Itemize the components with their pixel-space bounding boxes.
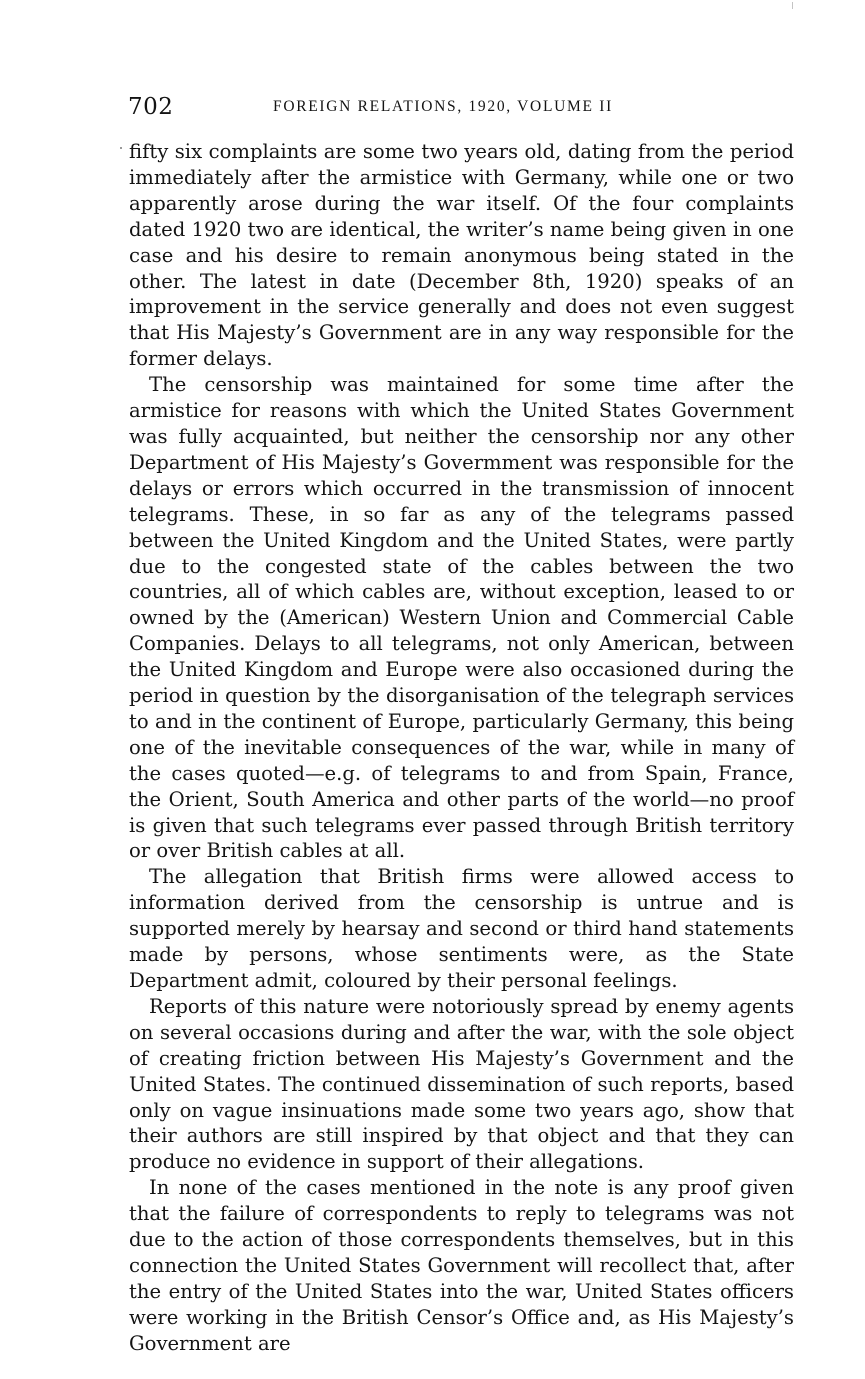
page-number: 702 [128, 94, 174, 120]
body-text [129, 139, 794, 1357]
stray-dot-mark [120, 147, 122, 149]
running-title: FOREIGN RELATIONS, 1920, VOLUME II [273, 98, 613, 115]
scan-edge-mark [792, 2, 793, 9]
paragraph-censorship: The censorship was maintained for some time after the armistice for reasons with which the United States Government was fully acquainted, but neither the censorship nor any other Department of His Majesty’s Govermment was responsible for the delays or errors which occurred in the transmission of innocent telegrams. These, in so far as any of the telegrams passed between the United Kingdom and the United States, were partly due to the congested state of the cables between the two countries, all of which cables are, without exception, leased to or owned by the (American) Western Union and Commercial Cable Companies. Delays to all telegrams, not only American, between the United Kingdom and Europe were also occasioned during the period in question by the disorganisation of the telegraph services to and in the continent of Europe, particularly Germany, this being one of the inevitable consequences of the war, while in many of the cases quoted—e.g. of telegrams to and from Spain, France, the Orient, South America and other parts of the world—no proof is given that such telegrams ever passed through British territory or over British cables at all. [129, 373, 794, 863]
paragraph-continued: fifty six complaints are some two years old, dating from the period immediately after the armistice with Germany, while one or two apparently arose during the war itself. Of the four complaints dated 1920 two are identical, the writer’s name being given in one case and his desire to remain anonymous being stated in the other. The latest in date (December 8th, 1920) speaks of an improvement in the service generally and does not even suggest that His Majesty’s Government are in any way responsible for the former delays. [129, 140, 794, 371]
page-header [128, 92, 795, 122]
paragraph-allegation: The allegation that British firms were allowed access to information derived from the censorship is untrue and is supported merely by hearsay and second or third hand statements made by persons, whose sentiments were, as the State Department admit, coloured by their personal feelings. [129, 865, 794, 992]
paragraph-correspondents: In none of the cases mentioned in the note is any proof given that the failure of correspondents to reply to telegrams was not due to the action of those correspondents themselves, but in this connection the United States Government will recollect that, after the entry of the United States into the war, United States officers were working in the British Censor’s Office and, as His Majesty’s Government are [129, 1176, 794, 1355]
paragraph-reports: Reports of this nature were notoriously spread by enemy agents on several occasions during and after the war, with the sole object of creating friction between His Majesty’s Government and the United States. The continued dissemination of such reports, based only on vague insinuations made some two years ago, show that their authors are still inspired by that object and that they can produce no evidence in support of their allegations. [129, 994, 794, 1174]
